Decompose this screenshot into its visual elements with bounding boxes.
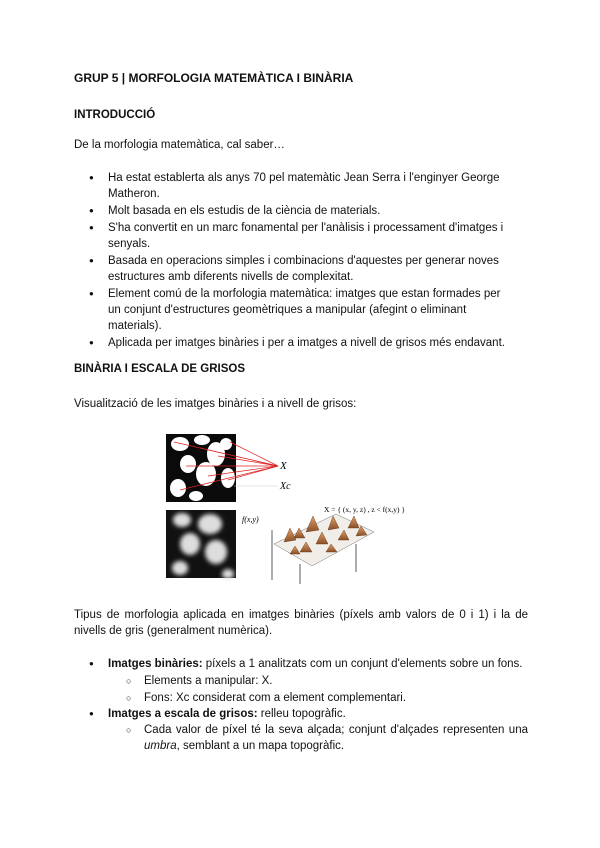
image-types-list (74, 656, 528, 673)
topographic-plot (272, 505, 405, 584)
list-item: ● Ha estat establerta als anys 70 pel matemàtic Jean Serra i l'enginyer George Matheron. (74, 170, 514, 202)
list-item: ○ Elements a manipular: X. (74, 673, 528, 689)
binary-label: Imatges binàries: (108, 658, 203, 670)
topo-formula: X = { (x, y, z) , z < f(x,y) } (324, 505, 405, 514)
list-item: ● Aplicada per imatges binàries i per a imatges a nivell de grisos més endavant. (74, 335, 514, 351)
intro-bullet-list (74, 170, 514, 352)
list-item: ● Element comú de la morfologia matemàtica: imatges que estan formades per un conjunt d'estructures geomètriques a manipular (afegint o eliminant materials). (74, 286, 514, 334)
list-item (74, 722, 528, 754)
intro-heading: INTRODUCCIÓ (74, 109, 156, 121)
list-item-grayscale (74, 706, 528, 722)
list-item: ● Basada en operacions simples i combinacions d'aquestes per generar noves estructures amb diferents nivells de complexitat. (74, 253, 514, 285)
label-f: f(x,y) (242, 515, 259, 524)
morphology-paragraph: Tipus de morfologia aplicada en imatges binàries (píxels amb valors de 0 i 1) i la de nivells de gris (generalment numèrica). (74, 609, 528, 637)
morphology-figure (166, 434, 456, 584)
list-item: ● S'ha convertit en un marc fonamental per l'anàlisis i processament d'imatges i senyals. (74, 220, 514, 252)
umbra-term: umbra (144, 740, 177, 752)
binary-lead: Visualització de les imatges binàries i a nivell de grisos: (74, 398, 357, 410)
grayscale-sub-list (74, 722, 528, 755)
grayscale-image (166, 510, 236, 579)
binary-sub-list (74, 673, 528, 707)
binary-text: píxels a 1 analitzats com un conjunt d'elements sobre un fons. (202, 658, 523, 670)
document-title: GRUP 5 | MORFOLOGIA MATEMÀTICA I BINÀRIA (74, 71, 354, 85)
binary-image (166, 434, 236, 502)
label-xc: Xc (280, 481, 291, 492)
image-types-list-2 (74, 706, 528, 723)
list-item: ● Molt basada en els estudis de la ciència de materials. (74, 203, 514, 219)
intro-lead: De la morfologia matemàtica, cal saber… (74, 139, 285, 151)
figure-illustration (166, 434, 456, 584)
list-item: ○ Fons: Xc considerat com a element complementari. (74, 690, 528, 706)
grayscale-text: relleu topogràfic. (257, 708, 346, 720)
sub-text-b: , semblant a un mapa topogràfic. (176, 740, 345, 752)
binary-heading: BINÀRIA I ESCALA DE GRISOS (74, 363, 246, 375)
label-x: X (280, 460, 287, 472)
list-item-binary (74, 656, 528, 672)
grayscale-label: Imatges a escala de grisos: (108, 708, 258, 720)
sub-text-a: Cada valor de píxel té la seva alçada; conjunt d'alçades representen una (144, 724, 528, 736)
